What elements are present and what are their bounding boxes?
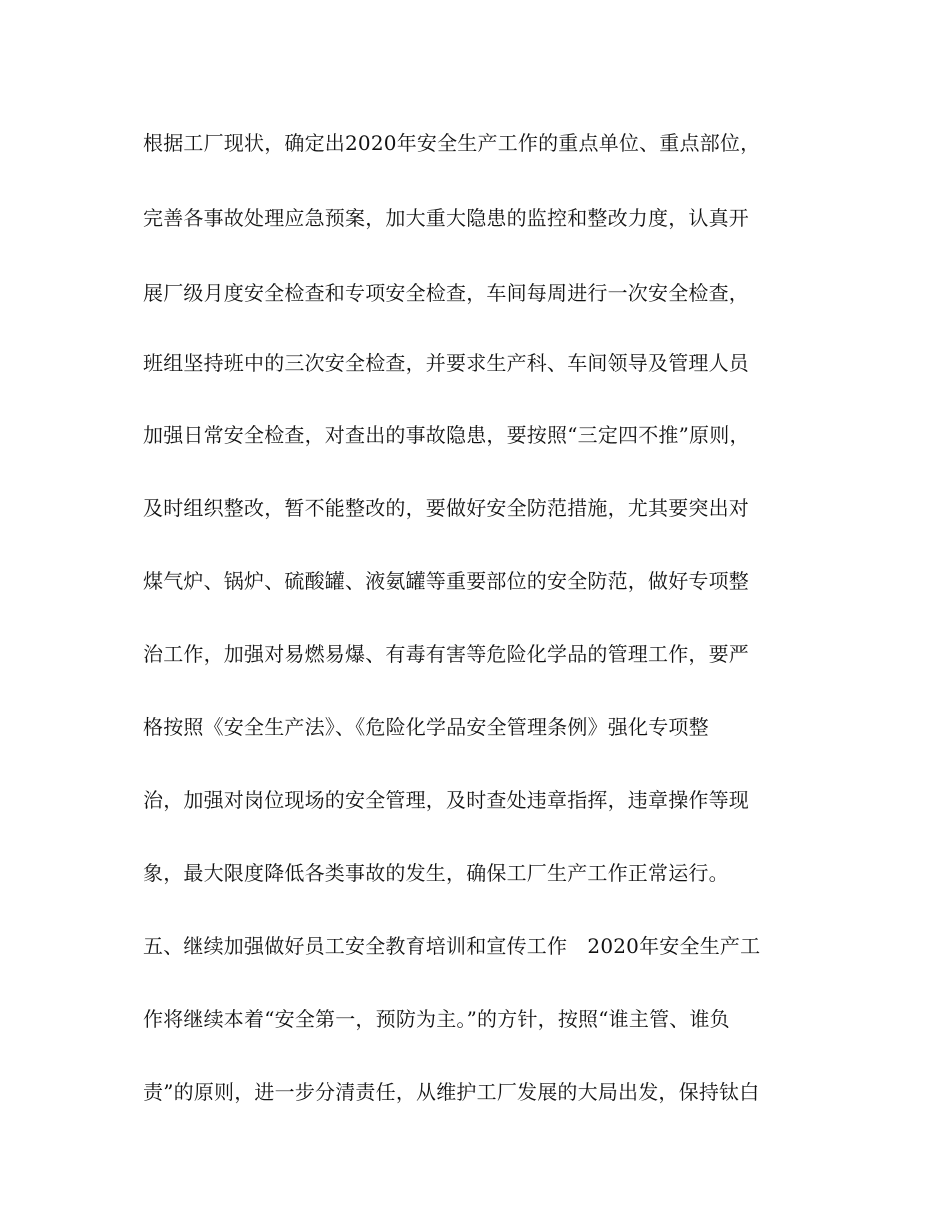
body-text-line: 及时组织整改，暂不能整改的，要做好安全防范措施，尤其要突出对 (143, 496, 749, 520)
body-text-line: 展厂级月度安全检查和专项安全检查，车间每周进行一次安全检查， (143, 281, 749, 305)
body-text-line: 完善各事故处理应急预案，加大重大隐患的监控和整改力度，认真开 (143, 206, 749, 230)
body-text-line: 治，加强对岗位现场的安全管理，及时查处违章指挥，违章操作等现 (143, 788, 749, 812)
body-text-line: 格按照《安全生产法》、《危险化学品安全管理条例》强化专项整 (143, 715, 709, 739)
body-text-line: 责”的原则，进一步分清责任，从维护工厂发展的大局出发，保持钛白 (143, 1080, 760, 1104)
body-text-line: 加强日常安全检查，对查出的事故隐患，要按照“三定四不推”原则， (143, 423, 750, 447)
body-text-line: 作将继续本着“安全第一，预防为主。”的方针，按照“谁主管、谁负 (143, 1007, 730, 1031)
body-text-line: 煤气炉、锅炉、硫酸罐、液氨罐等重要部位的安全防范，做好专项整 (143, 569, 749, 593)
body-text-line: 治工作，加强对易燃易爆、有毒有害等危险化学品的管理工作，要严 (143, 642, 749, 666)
body-text-line: 象，最大限度降低各类事故的发生，确保工厂生产工作正常运行。 (143, 861, 729, 885)
body-text-line: 根据工厂现状，确定出2020年安全生产工作的重点单位、重点部位， (143, 131, 761, 155)
section-heading-line: 五、继续加强做好员工安全教育培训和宣传工作 2020年安全生产工 (143, 934, 761, 958)
body-text-line: 班组坚持班中的三次安全检查，并要求生产科、车间领导及管理人员 (143, 351, 749, 375)
